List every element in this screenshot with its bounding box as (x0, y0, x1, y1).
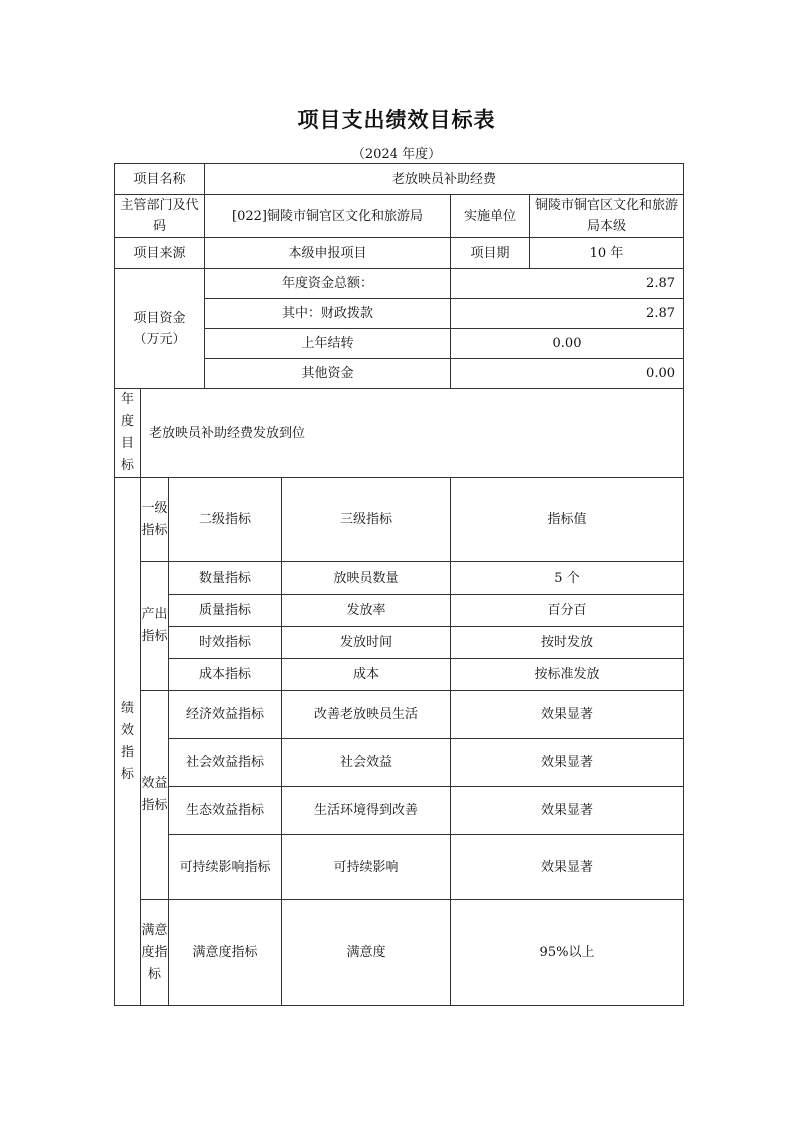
row-project-name (115, 164, 684, 195)
funds-unit: （万元） (133, 331, 186, 347)
output-label: 产出指标 (141, 562, 169, 691)
benefit-label: 效益指标 (141, 691, 169, 900)
indicator-l3: 社会效益 (282, 739, 451, 787)
row-annual-goal (115, 389, 684, 478)
table-row (115, 691, 684, 739)
indicator-l2: 成本指标 (169, 659, 282, 691)
table-row (115, 562, 684, 595)
funds-fiscal-value: 2.87 (451, 299, 684, 329)
indicator-value: 效果显著 (451, 691, 684, 739)
period-value: 10 年 (530, 238, 684, 269)
indicator-value: 按标准发放 (451, 659, 684, 691)
table-row (115, 835, 684, 900)
indicator-l2: 可持续影响指标 (169, 835, 282, 900)
dept-value: [022]铜陵市铜官区文化和旅游局 (205, 195, 451, 238)
perf-header-l2: 二级指标 (169, 478, 282, 562)
perf-header-value: 指标值 (451, 478, 684, 562)
table-row (115, 739, 684, 787)
annual-goal-value: 老放映员补助经费发放到位 (141, 389, 684, 478)
table-row (115, 595, 684, 627)
page-title: 项目支出绩效目标表 (297, 107, 496, 132)
perf-header-l3: 三级指标 (282, 478, 451, 562)
indicator-value: 百分百 (451, 595, 684, 627)
row-funds-total (115, 269, 684, 299)
indicator-l2: 时效指标 (169, 627, 282, 659)
funds-total-value: 2.87 (451, 269, 684, 299)
indicator-value: 效果显著 (451, 835, 684, 900)
fiscal-year: （2024 年度） (351, 147, 442, 162)
indicator-l2: 生态效益指标 (169, 787, 282, 835)
perf-label: 绩效指标 (115, 478, 141, 1006)
indicator-value: 5 个 (451, 562, 684, 595)
funds-fiscal-label: 其中：财政拨款 (205, 299, 451, 329)
indicator-l3: 改善老放映员生活 (282, 691, 451, 739)
funds-carryover-value: 0.00 (451, 329, 684, 359)
row-dept (115, 195, 684, 238)
indicator-l2: 社会效益指标 (169, 739, 282, 787)
funds-label: 项目资金 (133, 310, 186, 326)
indicator-l3: 成本 (282, 659, 451, 691)
period-label: 项目期 (451, 238, 530, 269)
table-row (115, 627, 684, 659)
indicator-value: 效果显著 (451, 739, 684, 787)
indicator-l3: 放映员数量 (282, 562, 451, 595)
funds-carryover-label: 上年结转 (205, 329, 451, 359)
project-name-label: 项目名称 (115, 164, 205, 195)
indicator-l2: 满意度指标 (169, 900, 282, 1006)
row-source (115, 238, 684, 269)
row-perf-header (115, 478, 684, 562)
source-label: 项目来源 (115, 238, 205, 269)
source-value: 本级申报项目 (205, 238, 451, 269)
indicator-l2: 数量指标 (169, 562, 282, 595)
funds-label-cell (115, 269, 205, 389)
dept-label: 主管部门及代码 (115, 195, 205, 238)
funds-total-label: 年度资金总额： (205, 269, 451, 299)
performance-goal-table (114, 163, 684, 1006)
satisfaction-label: 满意度指标 (141, 900, 169, 1006)
indicator-l3: 发放率 (282, 595, 451, 627)
table-row (115, 659, 684, 691)
table-row (115, 900, 684, 1006)
table-row (115, 787, 684, 835)
impl-label: 实施单位 (451, 195, 530, 238)
indicator-l3: 满意度 (282, 900, 451, 1006)
funds-other-label: 其他资金 (205, 359, 451, 389)
annual-goal-label: 年度目标 (115, 389, 141, 478)
indicator-l3: 可持续影响 (282, 835, 451, 900)
perf-header-l1: 一级指标 (141, 478, 169, 562)
indicator-l2: 质量指标 (169, 595, 282, 627)
indicator-value: 95%以上 (451, 900, 684, 1006)
indicator-value: 按时发放 (451, 627, 684, 659)
indicator-value: 效果显著 (451, 787, 684, 835)
indicator-l3: 发放时间 (282, 627, 451, 659)
impl-value: 铜陵市铜官区文化和旅游局本级 (530, 195, 684, 238)
indicator-l3: 生活环境得到改善 (282, 787, 451, 835)
funds-other-value: 0.00 (451, 359, 684, 389)
project-name-value: 老放映员补助经费 (205, 164, 684, 195)
indicator-l2: 经济效益指标 (169, 691, 282, 739)
